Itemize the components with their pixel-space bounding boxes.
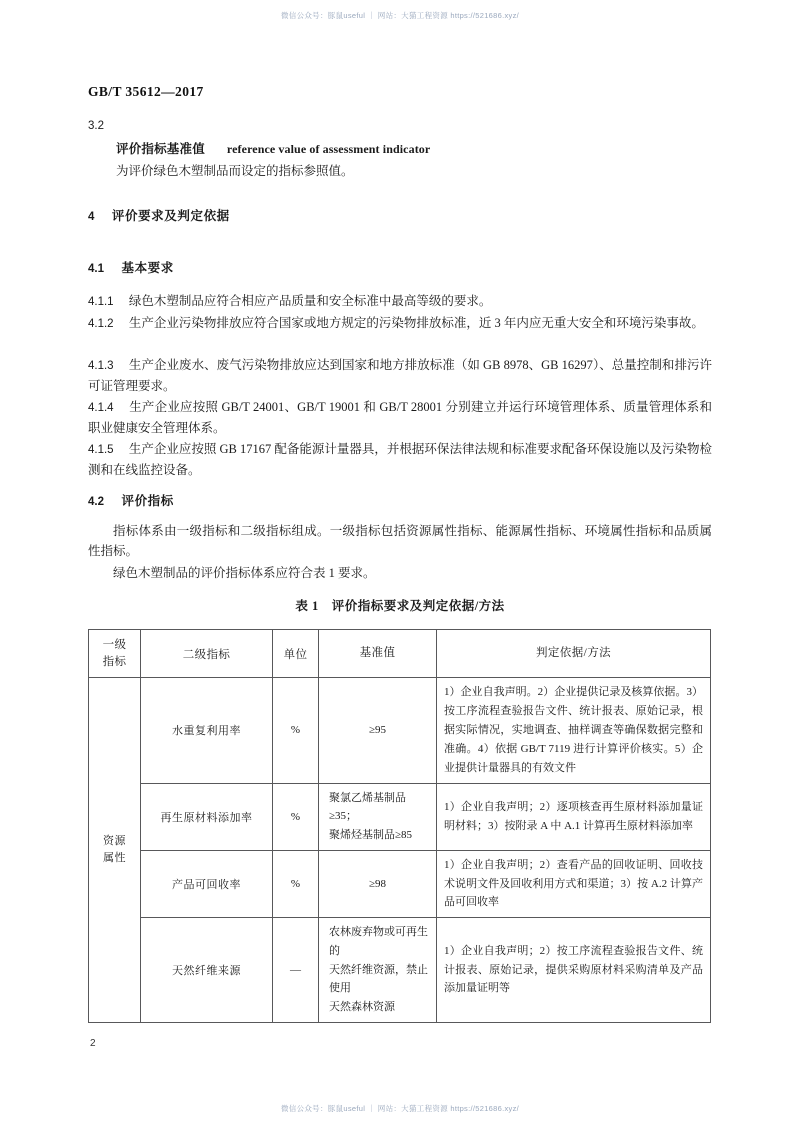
clause-4-1-4-text: 生产企业应按照 GB/T 24001、GB/T 19001 和 GB/T 28001 分别建立并运行环境管理体系、质量管理体系和职业健康安全管理体系。 <box>88 400 712 435</box>
section-42-paragraph-2: 绿色木塑制品的评价指标体系应符合表 1 要求。 <box>113 566 376 580</box>
assessment-indicator-table <box>88 629 711 1023</box>
cell-baseline: ≥98 <box>319 850 437 918</box>
cell-unit: — <box>273 918 319 1022</box>
watermark-top: 微信公众号：豚鼠useful ｜ 网站：大猫工程资源 https://521686.xyz/ <box>280 11 520 20</box>
cell-baseline: ≥95 <box>319 678 437 784</box>
clause-4-1-3 <box>88 355 712 396</box>
term-english-name: reference value of assessment indicator <box>226 142 431 156</box>
header-level1-line2: 指标 <box>102 655 127 668</box>
section-4-number: 4 <box>88 211 95 223</box>
cell-method: 1）企业自我声明；2）查看产品的回收证明、回收技术说明文件及回收利用方式和渠道；3）按 A.2 计算产品可回收率 <box>437 850 711 918</box>
cell-unit: % <box>273 783 319 850</box>
table-row <box>89 918 711 1022</box>
cell-level2: 再生原材料添加率 <box>141 783 273 850</box>
cell-baseline-line3: 天然森林资源 <box>329 1001 395 1014</box>
cell-baseline <box>319 918 437 1022</box>
header-unit: 单位 <box>273 630 319 678</box>
clause-4-1-2 <box>88 313 712 334</box>
header-baseline: 基准值 <box>319 630 437 678</box>
cell-baseline-line1: 农林废弃物或可再生的 <box>329 926 428 957</box>
term-definition: 为评价绿色木塑制品而设定的指标参照值。 <box>116 164 354 178</box>
section-4-title: 评价要求及判定依据 <box>111 209 230 223</box>
clause-4-1-4 <box>88 397 712 438</box>
clause-4-1-2-number: 4.1.2 <box>88 318 114 330</box>
cell-unit: % <box>273 678 319 784</box>
table-row <box>89 850 711 918</box>
section-42-title: 评价指标 <box>121 494 174 508</box>
term-entry-3-2 <box>88 120 712 181</box>
term-chinese-name: 评价指标基准值 <box>116 142 205 156</box>
header-level1-line1: 一级 <box>102 638 127 651</box>
level1-group-line2: 属性 <box>103 851 126 864</box>
section-heading-4 <box>88 206 712 224</box>
clause-4-1-3-number: 4.1.3 <box>88 360 114 372</box>
cell-baseline-line2: 天然纤维资源，禁止使用 <box>329 963 428 995</box>
table-caption: 表 1 评价指标要求及判定依据/方法 <box>295 599 505 613</box>
level1-group-line1: 资源 <box>103 835 126 848</box>
cell-baseline <box>319 783 437 850</box>
cell-baseline-line2: 聚烯烃基制品≥85 <box>329 828 413 841</box>
section-heading-4-1 <box>88 258 712 276</box>
clause-4-1-2-text: 生产企业污染物排放应符合国家或地方规定的污染物排放标准，近 3 年内应无重大安全和环境污染事故。 <box>128 316 704 330</box>
table-row <box>89 678 711 784</box>
cell-method: 1）企业自我声明；2）逐项核查再生原材料添加量证明材料；3）按附录 A 中 A.1 计算再生原材料添加率 <box>437 783 711 850</box>
clause-4-1-5 <box>88 439 712 480</box>
table-header-row <box>89 630 711 678</box>
cell-level2: 产品可回收率 <box>141 850 273 918</box>
watermark-bottom: 微信公众号：豚鼠useful ｜ 网站：大猫工程资源 https://521686.xyz/ <box>280 1104 520 1113</box>
section-41-title: 基本要求 <box>121 261 174 275</box>
page-number: 2 <box>90 1038 96 1049</box>
cell-level2: 水重复利用率 <box>141 678 273 784</box>
cell-level2: 天然纤维来源 <box>141 918 273 1022</box>
cell-method: 1）企业自我声明；2）按工序流程查验报告文件、统计报表、原始记录，提供采购原材料采购清单及产品添加量证明等 <box>437 918 711 1022</box>
section-heading-4-2 <box>88 491 712 509</box>
clause-4-1-1 <box>88 291 712 312</box>
clause-4-1-1-text: 绿色木塑制品应符合相应产品质量和安全标准中最高等级的要求。 <box>128 294 492 308</box>
clause-4-1-5-number: 4.1.5 <box>88 444 114 456</box>
standard-number-header: GB/T 35612—2017 <box>88 84 204 99</box>
cell-baseline-line1: 聚氯乙烯基制品≥35； <box>329 791 406 823</box>
cell-level1-resource-attribute <box>89 678 141 1023</box>
clause-4-1-3-text: 生产企业废水、废气污染物排放应达到国家和地方排放标准（如 GB 8978、GB 16297）、总量控制和排污许可证管理要求。 <box>88 358 713 393</box>
term-number: 3.2 <box>88 120 104 132</box>
section-41-number: 4.1 <box>88 263 104 275</box>
header-level2: 二级指标 <box>141 630 273 678</box>
section-42-paragraph-1: 指标体系由一级指标和二级指标组成。一级指标包括资源属性指标、能源属性指标、环境属性指标和品质属性指标。 <box>88 524 712 559</box>
cell-unit: % <box>273 850 319 918</box>
clause-4-1-5-text: 生产企业应按照 GB 17167 配备能源计量器具，并根据环保法律法规和标准要求配备环保设施以及污染物检测和在线监控设备。 <box>88 442 713 477</box>
cell-method: 1）企业自我声明。2）企业提供记录及核算依据。3）按工序流程查验报告文件、统计报表、原始记录，根据实际情况，实地调查、抽样调查等确保数据完整和准确。4）依据 GB/T 7119 进行计算评价核实。5）企业提供计量器具的有效文件 <box>437 678 711 784</box>
header-level1 <box>89 630 141 678</box>
table-row <box>89 783 711 850</box>
clause-4-1-1-number: 4.1.1 <box>88 296 114 308</box>
header-method: 判定依据/方法 <box>437 630 711 678</box>
section-42-number: 4.2 <box>88 496 104 508</box>
clause-4-1-4-number: 4.1.4 <box>88 402 114 414</box>
